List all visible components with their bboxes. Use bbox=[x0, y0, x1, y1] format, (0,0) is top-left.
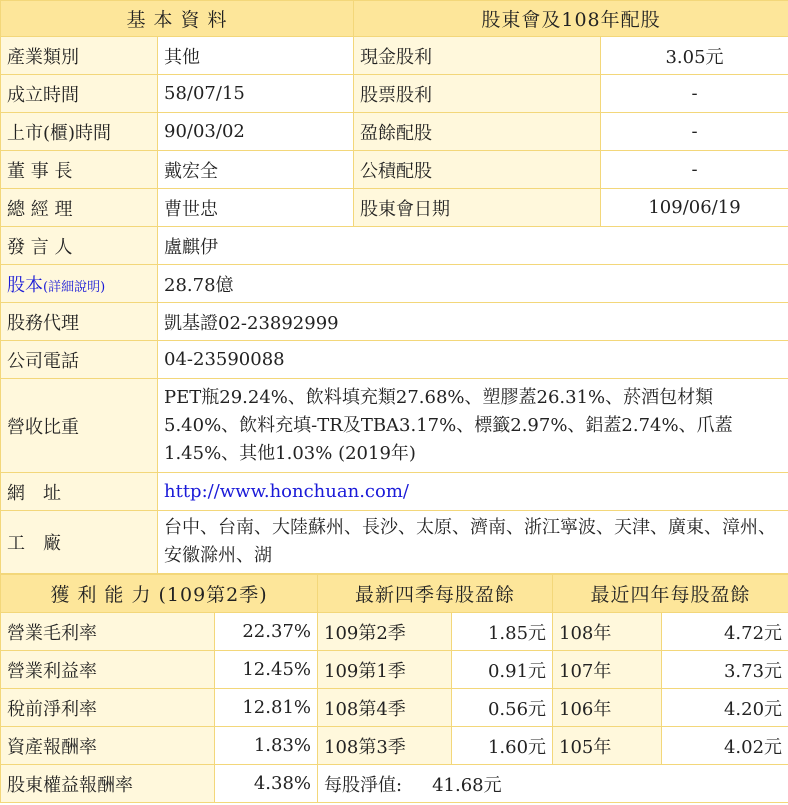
agent-label: 股務代理 bbox=[1, 303, 158, 341]
phone-label: 公司電話 bbox=[1, 341, 158, 379]
cash-dividend-value: 3.05元 bbox=[601, 37, 788, 75]
agent-value: 凱基證02-23892999 bbox=[158, 303, 788, 341]
pretax-margin-value: 12.81% bbox=[215, 689, 318, 727]
factory-value: 台中、台南、大陸蘇州、長沙、太原、濟南、浙江寧波、天津、廣東、漳州、安徽滁州、湖 bbox=[158, 511, 788, 574]
basic-info-header: 基 本 資 料 bbox=[1, 1, 354, 37]
eps-y1-label: 108年 bbox=[553, 613, 662, 651]
gross-margin-value: 22.37% bbox=[215, 613, 318, 651]
revenue-label: 營收比重 bbox=[1, 379, 158, 473]
eps-y4-value: 4.02元 bbox=[662, 727, 788, 765]
profit-header: 獲 利 能 力 (109第2季) bbox=[1, 575, 318, 613]
nav-cell bbox=[318, 765, 788, 803]
capital-link[interactable] bbox=[7, 275, 105, 296]
reserve-allot-label: 公積配股 bbox=[354, 151, 601, 189]
earnings-allot-label: 盈餘配股 bbox=[354, 113, 601, 151]
eps-q3-value: 0.56元 bbox=[452, 689, 553, 727]
eps-q2-label: 109第1季 bbox=[318, 651, 452, 689]
chairman-label: 董 事 長 bbox=[1, 151, 158, 189]
eps-y1-value: 4.72元 bbox=[662, 613, 788, 651]
eps-quarter-header: 最新四季每股盈餘 bbox=[318, 575, 553, 613]
roa-label: 資產報酬率 bbox=[1, 727, 215, 765]
capital-value: 28.78億 bbox=[158, 265, 788, 303]
capital-detail-link: (詳細說明) bbox=[43, 279, 106, 295]
eps-q2-value: 0.91元 bbox=[452, 651, 553, 689]
phone-value: 04-23590088 bbox=[158, 341, 788, 379]
gm-value: 曹世忠 bbox=[158, 189, 354, 227]
spokesperson-value: 盧麒伊 bbox=[158, 227, 788, 265]
website-cell bbox=[158, 473, 788, 511]
gm-label: 總 經 理 bbox=[1, 189, 158, 227]
eps-q3-label: 108第4季 bbox=[318, 689, 452, 727]
stock-dividend-value: - bbox=[601, 75, 788, 113]
listed-value: 90/03/02 bbox=[158, 113, 354, 151]
industry-label: 產業類別 bbox=[1, 37, 158, 75]
dividend-header: 股東會及108年配股 bbox=[354, 1, 788, 37]
eps-y2-value: 3.73元 bbox=[662, 651, 788, 689]
chairman-value: 戴宏全 bbox=[158, 151, 354, 189]
meeting-date-value: 109/06/19 bbox=[601, 189, 788, 227]
eps-year-header: 最近四年每股盈餘 bbox=[553, 575, 788, 613]
roa-value: 1.83% bbox=[215, 727, 318, 765]
capital-label-cell bbox=[1, 265, 158, 303]
roe-value: 4.38% bbox=[215, 765, 318, 803]
reserve-allot-value: - bbox=[601, 151, 788, 189]
revenue-value: PET瓶29.24%、飲料填充類27.68%、塑膠蓋26.31%、菸酒包材類5.40%、飲料充填-TR及TBA3.17%、標籤2.97%、鋁蓋2.74%、爪蓋1.45%、其他1.03% (2019年) bbox=[158, 379, 788, 473]
eps-q1-value: 1.85元 bbox=[452, 613, 553, 651]
industry-value: 其他 bbox=[158, 37, 354, 75]
eps-y4-label: 105年 bbox=[553, 727, 662, 765]
website-link[interactable]: http://www.honchuan.com/ bbox=[164, 481, 409, 502]
eps-y3-value: 4.20元 bbox=[662, 689, 788, 727]
op-margin-value: 12.45% bbox=[215, 651, 318, 689]
factory-label: 工 廠 bbox=[1, 511, 158, 574]
spokesperson-label: 發 言 人 bbox=[1, 227, 158, 265]
capital-label: 股本 bbox=[7, 274, 43, 296]
roe-label: 股東權益報酬率 bbox=[1, 765, 215, 803]
earnings-allot-value: - bbox=[601, 113, 788, 151]
eps-q4-label: 108第3季 bbox=[318, 727, 452, 765]
eps-q1-label: 109第2季 bbox=[318, 613, 452, 651]
eps-y2-label: 107年 bbox=[553, 651, 662, 689]
website-label: 網 址 bbox=[1, 473, 158, 511]
stock-dividend-label: 股票股利 bbox=[354, 75, 601, 113]
meeting-date-label: 股東會日期 bbox=[354, 189, 601, 227]
nav-value: 41.68元 bbox=[432, 774, 502, 796]
eps-q4-value: 1.60元 bbox=[452, 727, 553, 765]
financial-table bbox=[0, 574, 788, 803]
pretax-margin-label: 稅前淨利率 bbox=[1, 689, 215, 727]
cash-dividend-label: 現金股利 bbox=[354, 37, 601, 75]
op-margin-label: 營業利益率 bbox=[1, 651, 215, 689]
gross-margin-label: 營業毛利率 bbox=[1, 613, 215, 651]
nav-label: 每股淨值: bbox=[324, 774, 403, 796]
eps-y3-label: 106年 bbox=[553, 689, 662, 727]
founded-label: 成立時間 bbox=[1, 75, 158, 113]
founded-value: 58/07/15 bbox=[158, 75, 354, 113]
listed-label: 上市(櫃)時間 bbox=[1, 113, 158, 151]
